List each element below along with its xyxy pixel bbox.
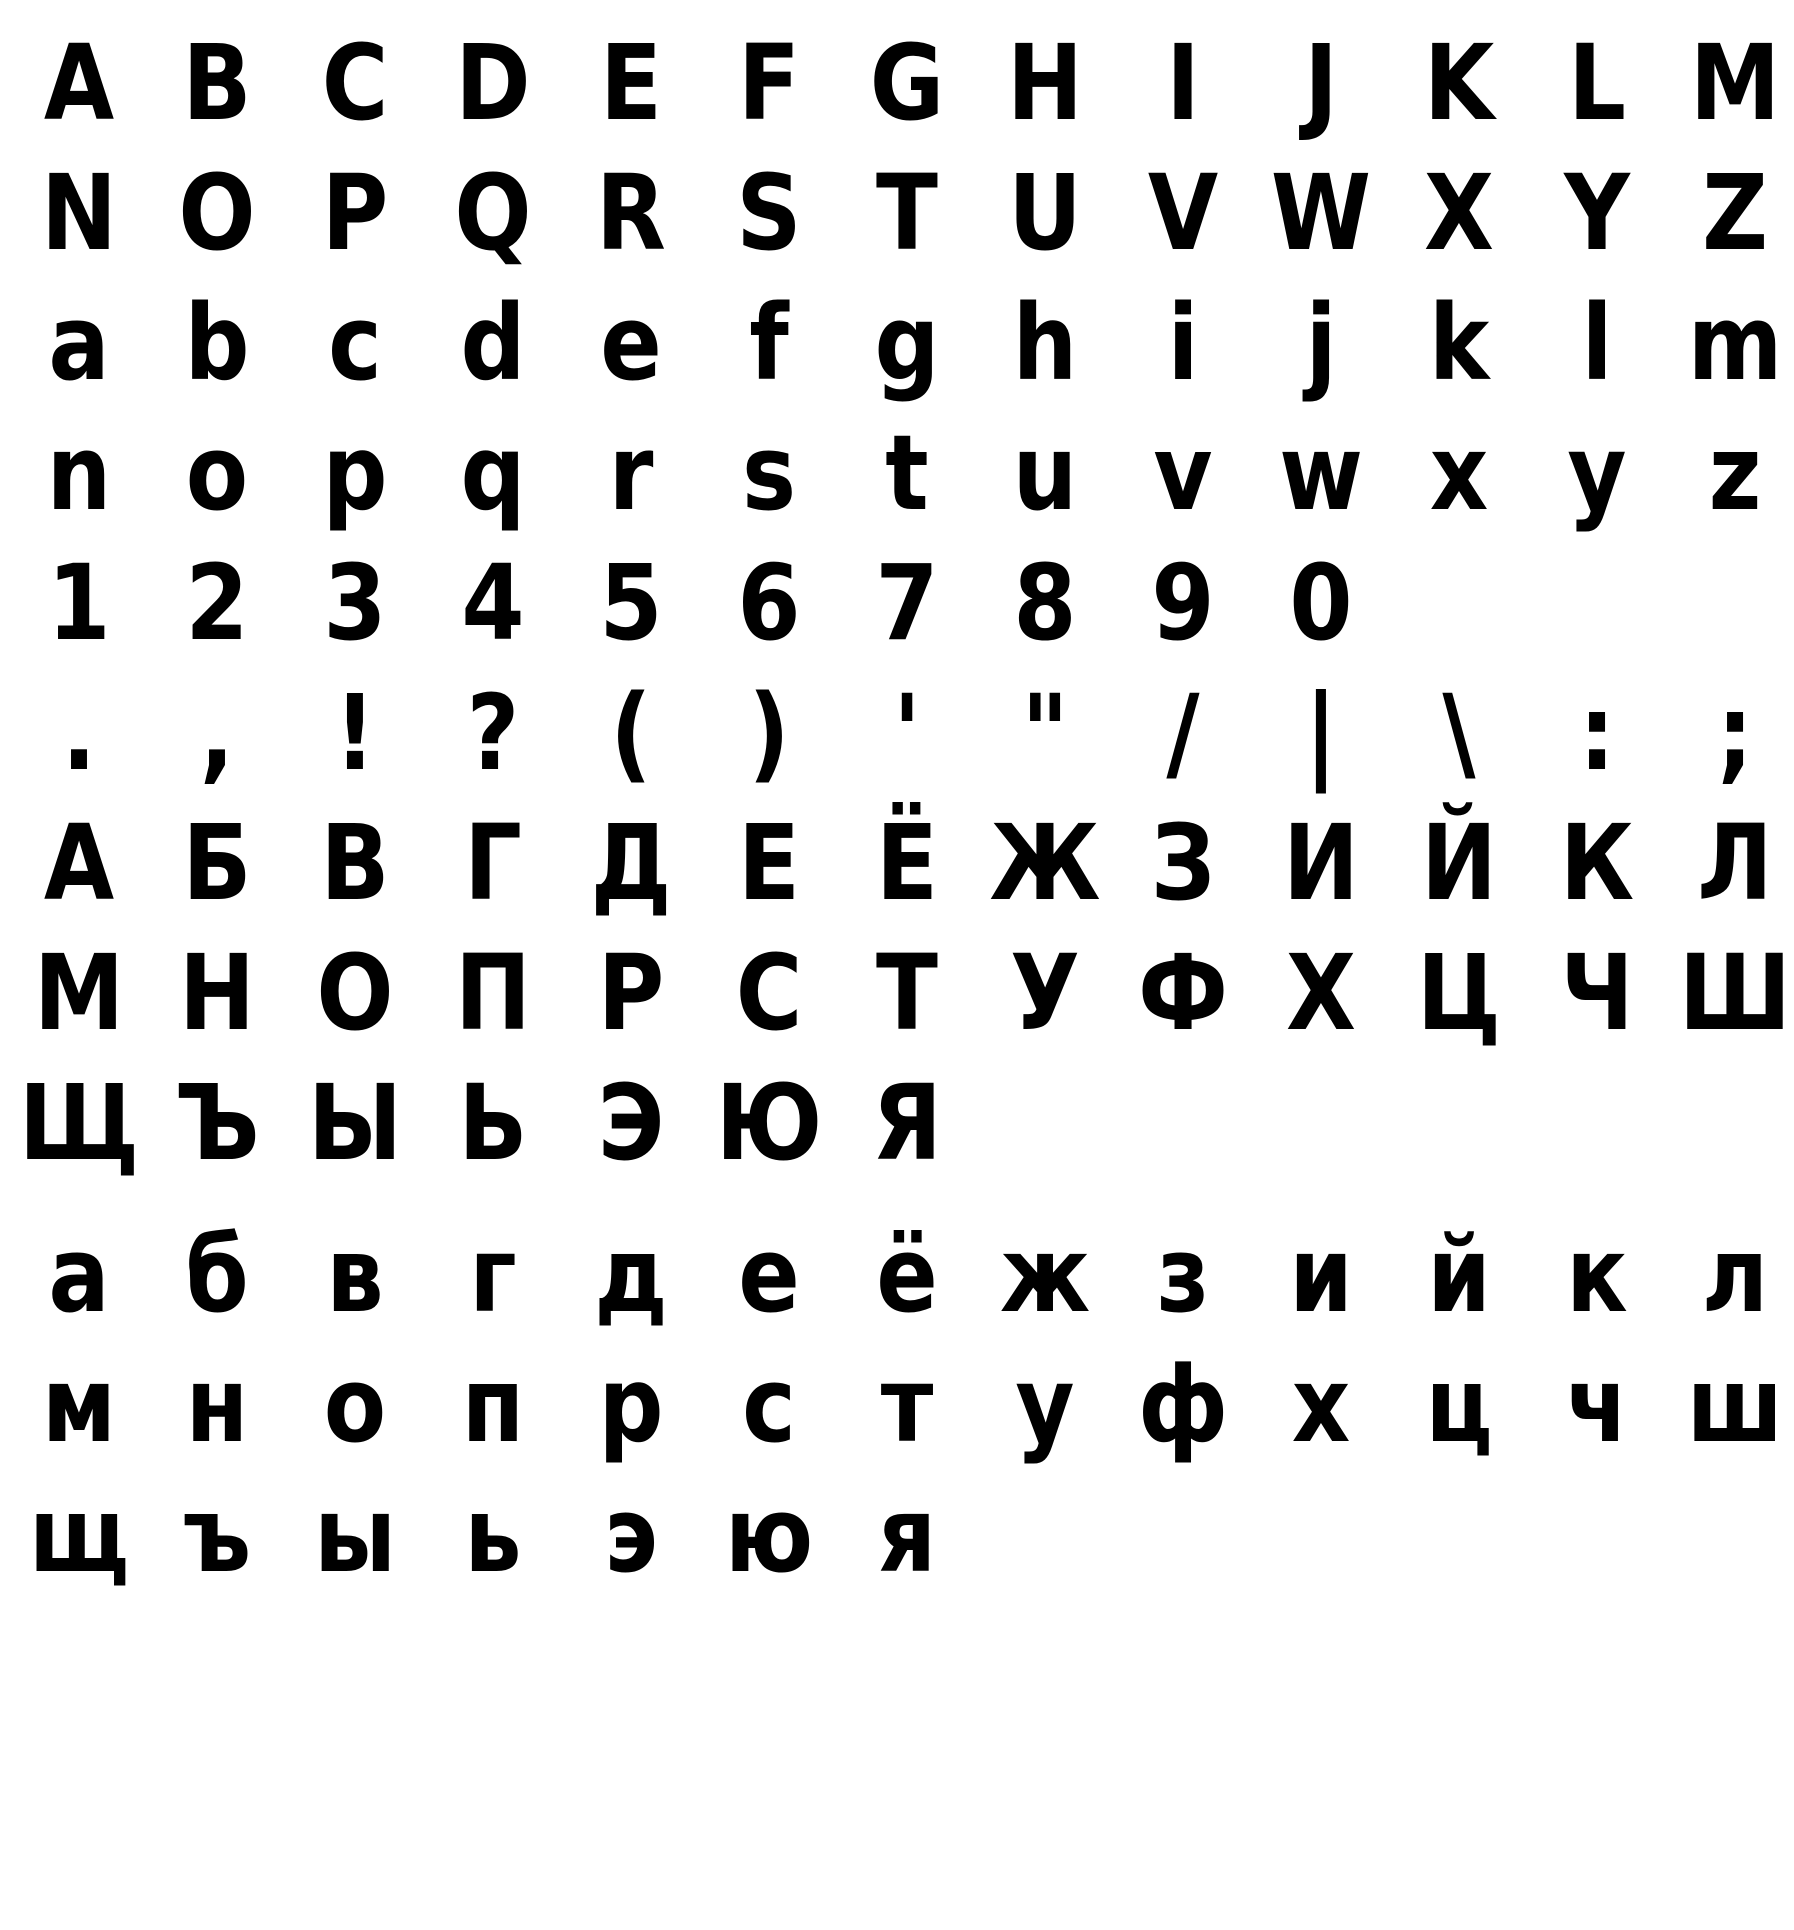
glyph-cell: Т	[876, 932, 938, 1054]
glyph-cell: э	[604, 1474, 658, 1596]
glyph-cell: Е	[737, 802, 801, 924]
glyph-cell: Ш	[1678, 932, 1792, 1054]
glyph-cell: ,	[199, 672, 235, 794]
glyph-cell: /	[1166, 672, 1200, 794]
glyph-cell: Ё	[875, 802, 939, 924]
glyph-cell: z	[1708, 412, 1762, 534]
glyph-cell: В	[320, 802, 390, 924]
glyph-cell: 2	[185, 542, 249, 664]
glyph-cell: f	[749, 282, 789, 404]
glyph-cell: Ц	[1416, 932, 1502, 1054]
glyph-cell: Г	[464, 802, 522, 924]
glyph-cell: B	[182, 22, 252, 144]
glyph-cell: t	[885, 412, 929, 534]
glyph-cell: T	[876, 152, 938, 274]
glyph-cell: 4	[461, 542, 525, 664]
glyph-cell: Z	[1702, 152, 1768, 274]
glyph-cell: \	[1442, 672, 1476, 794]
glyph-cell: ?	[466, 672, 520, 794]
glyph-cell: й	[1427, 1214, 1491, 1336]
glyph-cell: x	[1429, 412, 1489, 534]
glyph-cell-empty	[1254, 1058, 1388, 1188]
glyph-cell: n	[46, 412, 112, 534]
glyph-cell: j	[1305, 282, 1337, 404]
glyph-cell: m	[1687, 282, 1783, 404]
glyph-cell: D	[455, 22, 531, 144]
glyph-cell: ъ	[182, 1474, 252, 1596]
glyph-cell: K	[1423, 22, 1495, 144]
glyph-row	[10, 278, 1784, 408]
glyph-cell: ю	[724, 1474, 814, 1596]
glyph-cell: .	[61, 672, 97, 794]
glyph-cell: Д	[590, 802, 672, 924]
glyph-row	[10, 1470, 1784, 1600]
glyph-cell: 3	[323, 542, 387, 664]
glyph-cell: I	[1166, 22, 1200, 144]
glyph-cell-empty	[1668, 1470, 1794, 1600]
glyph-cell: П	[455, 932, 531, 1054]
glyph-cell: н	[185, 1344, 249, 1466]
glyph-row	[10, 1340, 1784, 1470]
glyph-cell: "	[1021, 672, 1069, 794]
glyph-cell-empty	[1254, 1470, 1388, 1600]
glyph-cell: X	[1423, 152, 1494, 274]
glyph-cell: и	[1289, 1214, 1353, 1336]
glyph-cell: g	[874, 282, 940, 404]
glyph-cell: Э	[597, 1062, 665, 1184]
glyph-row	[10, 928, 1792, 1058]
glyph-cell: 9	[1151, 542, 1215, 664]
glyph-cell: Ч	[1560, 932, 1634, 1054]
glyph-cell: G	[869, 22, 945, 144]
glyph-row	[10, 1058, 1784, 1188]
glyph-cell: к	[1566, 1214, 1628, 1336]
glyph-cell: ч	[1565, 1344, 1629, 1466]
glyph-cell-empty	[978, 1058, 1112, 1188]
glyph-cell: И	[1283, 802, 1359, 924]
section-spacer	[10, 1188, 1784, 1210]
glyph-cell: c	[328, 282, 382, 404]
glyph-cell: Щ	[18, 1062, 140, 1184]
glyph-cell: б	[185, 1214, 249, 1336]
glyph-cell: W	[1270, 152, 1372, 274]
glyph-cell: Ы	[307, 1062, 403, 1184]
glyph-cell: Q	[454, 152, 532, 274]
glyph-cell-empty	[1530, 1058, 1664, 1188]
glyph-cell: L	[1568, 22, 1626, 144]
glyph-cell: Б	[182, 802, 252, 924]
glyph-cell: Р	[597, 932, 665, 1054]
glyph-cell: о	[323, 1344, 387, 1466]
glyph-cell: 5	[599, 542, 663, 664]
glyph-cell: R	[596, 152, 666, 274]
glyph-cell: С	[735, 932, 803, 1054]
glyph-cell-empty	[1668, 538, 1794, 668]
glyph-cell-empty	[978, 1470, 1112, 1600]
glyph-cell: у	[1015, 1344, 1075, 1466]
glyph-cell: h	[1012, 282, 1078, 404]
glyph-cell: d	[460, 282, 526, 404]
glyph-cell: i	[1167, 282, 1199, 404]
glyph-cell: я	[877, 1474, 937, 1596]
glyph-cell: p	[322, 412, 388, 534]
glyph-cell: V	[1147, 152, 1219, 274]
glyph-cell: (	[610, 672, 652, 794]
glyph-cell: P	[321, 152, 389, 274]
glyph-cell: 0	[1289, 542, 1353, 664]
glyph-row	[10, 18, 1784, 148]
glyph-cell: М	[33, 932, 125, 1054]
glyph-cell: Л	[1697, 802, 1773, 924]
glyph-cell: Ъ	[174, 1062, 260, 1184]
glyph-cell: ш	[1686, 1344, 1784, 1466]
glyph-row	[10, 668, 1784, 798]
glyph-cell: e	[600, 282, 662, 404]
glyph-cell: O	[178, 152, 256, 274]
glyph-cell: M	[1689, 22, 1781, 144]
glyph-cell: '	[893, 672, 921, 794]
glyph-cell: u	[1012, 412, 1078, 534]
glyph-cell: 8	[1013, 542, 1077, 664]
glyph-row	[10, 408, 1784, 538]
glyph-cell: Ю	[715, 1062, 823, 1184]
glyph-cell: q	[460, 412, 526, 534]
glyph-row	[10, 538, 1784, 668]
glyph-cell: 7	[875, 542, 939, 664]
glyph-cell: Ф	[1138, 932, 1228, 1054]
glyph-cell: ё	[876, 1214, 938, 1336]
glyph-cell: У	[1009, 932, 1080, 1054]
glyph-cell: C	[321, 22, 389, 144]
glyph-cell: х	[1291, 1344, 1351, 1466]
glyph-row	[10, 1210, 1784, 1340]
glyph-cell: A	[43, 22, 115, 144]
glyph-cell: з	[1156, 1214, 1210, 1336]
glyph-cell: щ	[28, 1474, 130, 1596]
glyph-cell: Х	[1285, 932, 1356, 1054]
glyph-cell: в	[326, 1214, 384, 1336]
glyph-cell: w	[1279, 412, 1363, 534]
glyph-cell: Y	[1564, 152, 1630, 274]
glyph-cell: y	[1567, 412, 1627, 534]
glyph-cell: ф	[1137, 1344, 1229, 1466]
glyph-cell: !	[334, 672, 376, 794]
glyph-cell: Н	[179, 932, 255, 1054]
glyph-row	[10, 148, 1784, 278]
glyph-cell: 6	[737, 542, 801, 664]
glyph-cell: п	[461, 1344, 525, 1466]
glyph-cell: N	[41, 152, 117, 274]
glyph-cell: м	[41, 1344, 117, 1466]
glyph-cell: |	[1304, 672, 1338, 794]
glyph-cell: b	[184, 282, 250, 404]
glyph-cell: Ь	[458, 1062, 528, 1184]
glyph-cell: 1	[47, 542, 111, 664]
glyph-cell: А	[43, 802, 115, 924]
glyph-cell: o	[185, 412, 249, 534]
glyph-cell-empty	[1530, 1470, 1664, 1600]
glyph-cell-empty	[1116, 1058, 1250, 1188]
glyph-cell: Й	[1421, 802, 1497, 924]
glyph-cell: р	[598, 1344, 664, 1466]
glyph-cell-empty	[1392, 1470, 1526, 1600]
glyph-cell: К	[1559, 802, 1635, 924]
glyph-cell: с	[742, 1344, 796, 1466]
glyph-cell: v	[1153, 412, 1213, 534]
glyph-grid	[10, 18, 1792, 1600]
glyph-cell: l	[1581, 282, 1613, 404]
glyph-cell: )	[748, 672, 790, 794]
glyph-cell: а	[48, 1214, 110, 1336]
glyph-cell: H	[1007, 22, 1083, 144]
glyph-cell: r	[608, 412, 654, 534]
glyph-cell: ж	[999, 1214, 1091, 1336]
glyph-cell: k	[1428, 282, 1490, 404]
glyph-cell: F	[737, 22, 801, 144]
glyph-cell: Ж	[989, 802, 1101, 924]
glyph-cell: U	[1008, 152, 1082, 274]
glyph-cell: J	[1304, 22, 1338, 144]
glyph-cell: ;	[1716, 672, 1754, 794]
glyph-cell: a	[48, 282, 110, 404]
glyph-cell: д	[594, 1214, 668, 1336]
glyph-cell: е	[738, 1214, 800, 1336]
glyph-cell: З	[1150, 802, 1216, 924]
glyph-cell: О	[316, 932, 394, 1054]
glyph-cell-empty	[1530, 538, 1664, 668]
glyph-row	[10, 798, 1784, 928]
glyph-cell-empty	[1668, 1058, 1794, 1188]
glyph-cell-empty	[1116, 1470, 1250, 1600]
glyph-cell: s	[741, 412, 797, 534]
glyph-cell: ь	[464, 1474, 522, 1596]
glyph-cell: E	[599, 22, 663, 144]
glyph-cell: :	[1578, 672, 1616, 794]
glyph-cell: ц	[1425, 1344, 1493, 1466]
glyph-cell: г	[469, 1214, 517, 1336]
glyph-cell: т	[880, 1344, 934, 1466]
glyph-cell-empty	[1392, 538, 1526, 668]
glyph-cell: Я	[872, 1062, 942, 1184]
glyph-cell: S	[736, 152, 802, 274]
glyph-cell: л	[1701, 1214, 1769, 1336]
glyph-cell: ы	[313, 1474, 397, 1596]
glyph-cell-empty	[1392, 1058, 1526, 1188]
